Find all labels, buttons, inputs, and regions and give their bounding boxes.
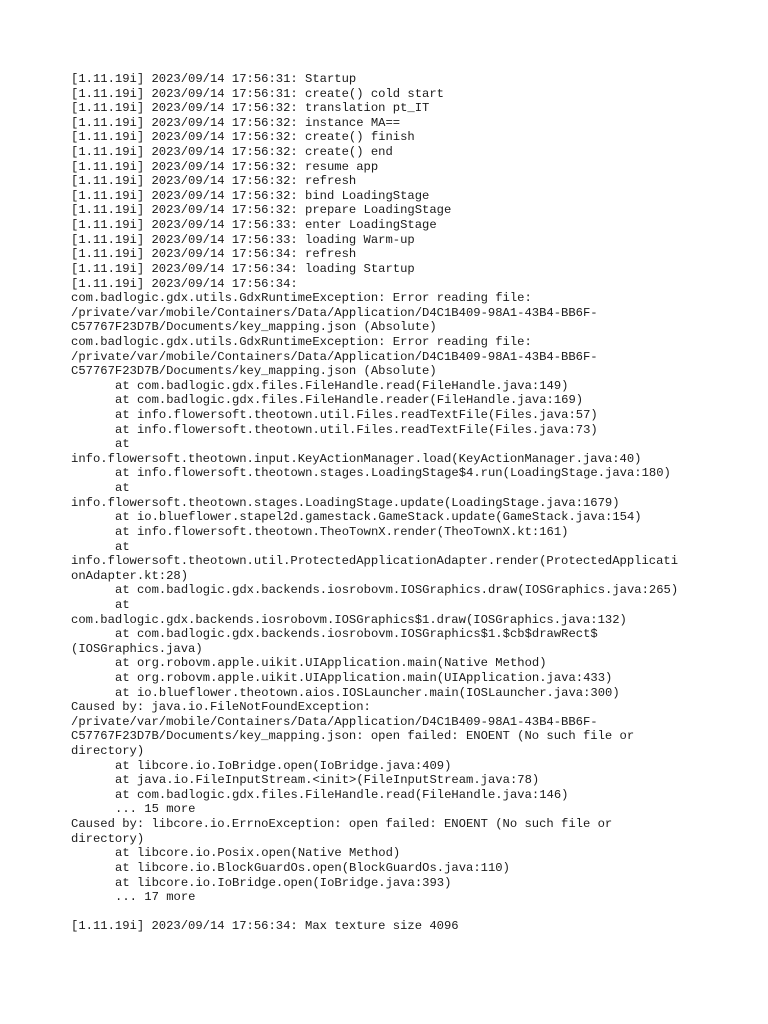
log-line: C57767F23D7B/Documents/key_mapping.json (Absolute) bbox=[71, 320, 437, 335]
log-line: C57767F23D7B/Documents/key_mapping.json (Absolute) bbox=[71, 364, 437, 379]
log-line: [1.11.19i] 2023/09/14 17:56:31: create() cold start bbox=[71, 86, 444, 101]
log-line: com.badlogic.gdx.utils.GdxRuntimeException: Error reading file: bbox=[71, 291, 532, 306]
log-text-block bbox=[71, 72, 701, 934]
stack-trace-line: at libcore.io.IoBridge.open(IoBridge.java:393) bbox=[115, 875, 452, 890]
stack-trace-line: at bbox=[115, 597, 130, 612]
log-line: [1.11.19i] 2023/09/14 17:56:32: instance MA== bbox=[71, 115, 401, 130]
log-line: [1.11.19i] 2023/09/14 17:56:33: loading Warm-up bbox=[71, 232, 415, 247]
stack-trace-line: at org.robovm.apple.uikit.UIApplication.main(UIApplication.java:433) bbox=[115, 670, 613, 685]
log-line: info.flowersoft.theotown.stages.LoadingStage.update(LoadingStage.java:1679) bbox=[71, 495, 620, 510]
stack-trace-line: at org.robovm.apple.uikit.UIApplication.main(Native Method) bbox=[115, 656, 547, 671]
log-line: info.flowersoft.theotown.input.KeyActionManager.load(KeyActionManager.java:40) bbox=[71, 451, 642, 466]
log-line: [1.11.19i] 2023/09/14 17:56:34: bbox=[71, 276, 298, 291]
stack-trace-line: at info.flowersoft.theotown.util.Files.readTextFile(Files.java:73) bbox=[115, 422, 598, 437]
log-line: (IOSGraphics.java) bbox=[71, 641, 203, 656]
log-line: info.flowersoft.theotown.util.ProtectedApplicationAdapter.render(ProtectedApplicati bbox=[71, 554, 679, 569]
stack-trace-line: at info.flowersoft.theotown.util.Files.readTextFile(Files.java:57) bbox=[115, 408, 598, 423]
log-line: [1.11.19i] 2023/09/14 17:56:32: resume app bbox=[71, 159, 379, 174]
log-line: C57767F23D7B/Documents/key_mapping.json: open failed: ENOENT (No such file or bbox=[71, 729, 635, 744]
stack-trace-line: at com.badlogic.gdx.backends.iosrobovm.IOSGraphics.draw(IOSGraphics.java:265) bbox=[115, 583, 679, 598]
stack-trace-line: at bbox=[115, 481, 130, 496]
stack-trace-line: at bbox=[115, 539, 130, 554]
stack-trace-line: at bbox=[115, 437, 130, 452]
stack-trace-line: at libcore.io.IoBridge.open(IoBridge.java:409) bbox=[115, 758, 452, 773]
log-line: /private/var/mobile/Containers/Data/Application/D4C1B409-98A1-43B4-BB6F- bbox=[71, 714, 598, 729]
log-line: [1.11.19i] 2023/09/14 17:56:32: bind LoadingStage bbox=[71, 188, 430, 203]
log-line: [1.11.19i] 2023/09/14 17:56:32: create() finish bbox=[71, 130, 415, 145]
stack-trace-line: at libcore.io.Posix.open(Native Method) bbox=[115, 846, 401, 861]
log-line: [1.11.19i] 2023/09/14 17:56:32: create() end bbox=[71, 145, 393, 160]
log-line: directory) bbox=[71, 744, 145, 759]
stack-trace-line: ... 17 more bbox=[115, 890, 196, 905]
stack-trace-line: at java.io.FileInputStream.<init>(FileInputStream.java:78) bbox=[115, 773, 540, 788]
log-line: [1.11.19i] 2023/09/14 17:56:34: Max texture size 4096 bbox=[71, 919, 459, 934]
log-line: [1.11.19i] 2023/09/14 17:56:32: refresh bbox=[71, 174, 357, 189]
log-line: [1.11.19i] 2023/09/14 17:56:31: Startup bbox=[71, 72, 357, 86]
log-line: [1.11.19i] 2023/09/14 17:56:34: refresh bbox=[71, 247, 357, 262]
stack-trace-line: at com.badlogic.gdx.backends.iosrobovm.IOSGraphics$1.$cb$drawRect$ bbox=[115, 627, 598, 642]
stack-trace-line: at libcore.io.BlockGuardOs.open(BlockGuardOs.java:110) bbox=[115, 860, 510, 875]
log-line: [1.11.19i] 2023/09/14 17:56:34: loading Startup bbox=[71, 261, 415, 276]
log-line: onAdapter.kt:28) bbox=[71, 568, 189, 583]
stack-trace-line: ... 15 more bbox=[115, 802, 196, 817]
stack-trace-line: at io.blueflower.theotown.aios.IOSLauncher.main(IOSLauncher.java:300) bbox=[115, 685, 620, 700]
log-line: [1.11.19i] 2023/09/14 17:56:32: prepare LoadingStage bbox=[71, 203, 452, 218]
stack-trace-line: at info.flowersoft.theotown.stages.LoadingStage$4.run(LoadingStage.java:180) bbox=[115, 466, 671, 481]
log-line: Caused by: libcore.io.ErrnoException: open failed: ENOENT (No such file or bbox=[71, 817, 613, 832]
log-line: [1.11.19i] 2023/09/14 17:56:32: translation pt_IT bbox=[71, 101, 430, 116]
log-line: /private/var/mobile/Containers/Data/Application/D4C1B409-98A1-43B4-BB6F- bbox=[71, 349, 598, 364]
log-line: com.badlogic.gdx.backends.iosrobovm.IOSGraphics$1.draw(IOSGraphics.java:132) bbox=[71, 612, 627, 627]
log-line: /private/var/mobile/Containers/Data/Application/D4C1B409-98A1-43B4-BB6F- bbox=[71, 305, 598, 320]
log-line: directory) bbox=[71, 831, 145, 846]
stack-trace-line: at info.flowersoft.theotown.TheoTownX.render(TheoTownX.kt:161) bbox=[115, 524, 569, 539]
log-line: Caused by: java.io.FileNotFoundException: bbox=[71, 700, 371, 715]
stack-trace-line: at io.blueflower.stapel2d.gamestack.GameStack.update(GameStack.java:154) bbox=[115, 510, 642, 525]
stack-trace-line: at com.badlogic.gdx.files.FileHandle.read(FileHandle.java:149) bbox=[115, 378, 569, 393]
log-line: [1.11.19i] 2023/09/14 17:56:33: enter LoadingStage bbox=[71, 218, 437, 233]
log-line: com.badlogic.gdx.utils.GdxRuntimeException: Error reading file: bbox=[71, 334, 532, 349]
log-line bbox=[71, 905, 701, 920]
stack-trace-line: at com.badlogic.gdx.files.FileHandle.reader(FileHandle.java:169) bbox=[115, 393, 584, 408]
stack-trace-line: at com.badlogic.gdx.files.FileHandle.read(FileHandle.java:146) bbox=[115, 787, 569, 802]
